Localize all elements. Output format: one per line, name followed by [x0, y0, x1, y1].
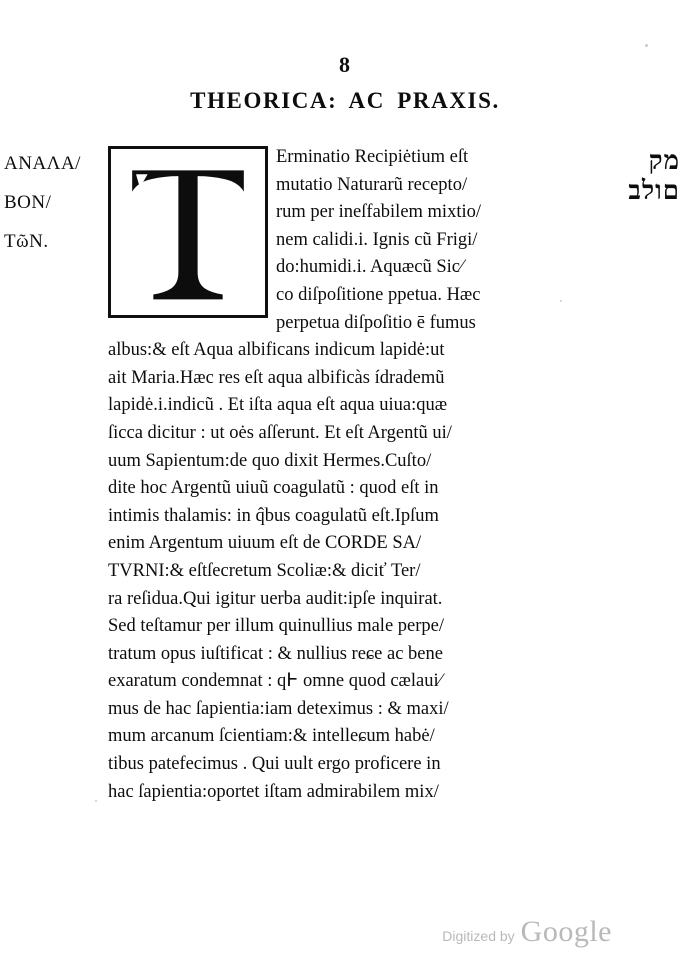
body-wrapped-line-1: Erminatio Recipiėtium eſt — [276, 147, 469, 167]
body-line-23: tibus patefecimus . Qui uult ergo proficere in — [108, 754, 441, 775]
body-wrapped-line-2: mutatio Naturarũ recepto/ — [276, 174, 468, 195]
body-line-21: mus de hac ſapientia:iam deteximus : & maxi/ — [108, 698, 449, 719]
body-line-11: ſicca dicitur : ut oės aſſerunt. Et eſt Argentũ ui/ — [108, 422, 452, 443]
body-line-14: intimis thalamis: in q̂bus coagulatũ eſt.Ipſum — [108, 505, 439, 526]
body-wrapped-line-3: rum per ineſfabilem mixtio/ — [276, 202, 481, 223]
margin-left-line-1: ANAΛA/ — [4, 153, 81, 174]
watermark-provider: Google — [520, 915, 612, 948]
body-wrapped-line-7: perpetua diſpoſitio ē fumus — [276, 312, 476, 333]
body-line-9: ait Maria.Hæc res eſt aqua albificàs ídrademũ — [108, 367, 445, 388]
margin-right-line-1: מק — [648, 146, 680, 175]
page-speckle — [645, 44, 648, 47]
body-line-13: dite hoc Argentũ uiuũ coagulatũ : quod eſt in — [108, 478, 439, 499]
body-line-24: hac ſapientia:oportet iſtam admirabilem mix/ — [108, 781, 439, 802]
margin-left-line-2: BON/ — [4, 192, 52, 213]
page-number: 8 — [339, 52, 351, 77]
running-head: THEORICA: AC PRAXIS. — [190, 88, 500, 113]
body-line-19: tratum opus iuſtificat : & nullius reɕe ac bene — [108, 643, 443, 664]
margin-right-line-2: םולב — [628, 176, 680, 205]
body-line-10: lapidė.i.indicũ . Et iſta aqua eſt aqua uiua:quæ — [108, 395, 448, 416]
digitized-by-google-watermark — [442, 915, 612, 949]
body-wrapped-line-5: do:humidi.i. Aquæcũ Sic⁄ — [276, 257, 464, 278]
woodcut-initial-T — [108, 146, 268, 318]
page-speckle — [560, 300, 562, 302]
marginal-note-left — [4, 144, 108, 261]
body-line-20: exaratum condemnat : qͰ omne quod cælaui⁄ — [108, 671, 442, 692]
watermark-label: Digitized by — [442, 928, 515, 944]
margin-left-line-3: TῶN. — [4, 231, 49, 252]
body-line-8: albus:& eſt Aqua albificans indicum lapidė:ut — [108, 340, 445, 361]
body-line-18: Sed teſtamur per illum quinullius male perpe/ — [108, 616, 445, 637]
body-line-22: mum arcanum ſcientiam:& intelleɕum habė/ — [108, 726, 435, 747]
body-wrapped-line-6: co diſpoſitione ppetua. Hæc — [276, 284, 481, 305]
marginal-note-right — [610, 146, 680, 206]
body-line-16: TVRNI:& eſtſecretum Scoliæ:& diciť Ter/ — [108, 560, 421, 581]
body-text — [108, 144, 530, 806]
body-line-12: uum Sapientum:de quo dixit Hermes.Cuſto/ — [108, 450, 432, 471]
body-line-15: enim Argentum uiuum eſt de CORDE SA/ — [108, 533, 422, 554]
initial-letter-glyph — [111, 149, 265, 315]
page-speckle — [95, 800, 97, 802]
body-wrapped-line-4: nem calidi.i. Ignis cũ Frigi/ — [276, 229, 478, 250]
body-line-17: ra reſidua.Qui igitur uerba audit:ipſe inquirat. — [108, 588, 443, 609]
